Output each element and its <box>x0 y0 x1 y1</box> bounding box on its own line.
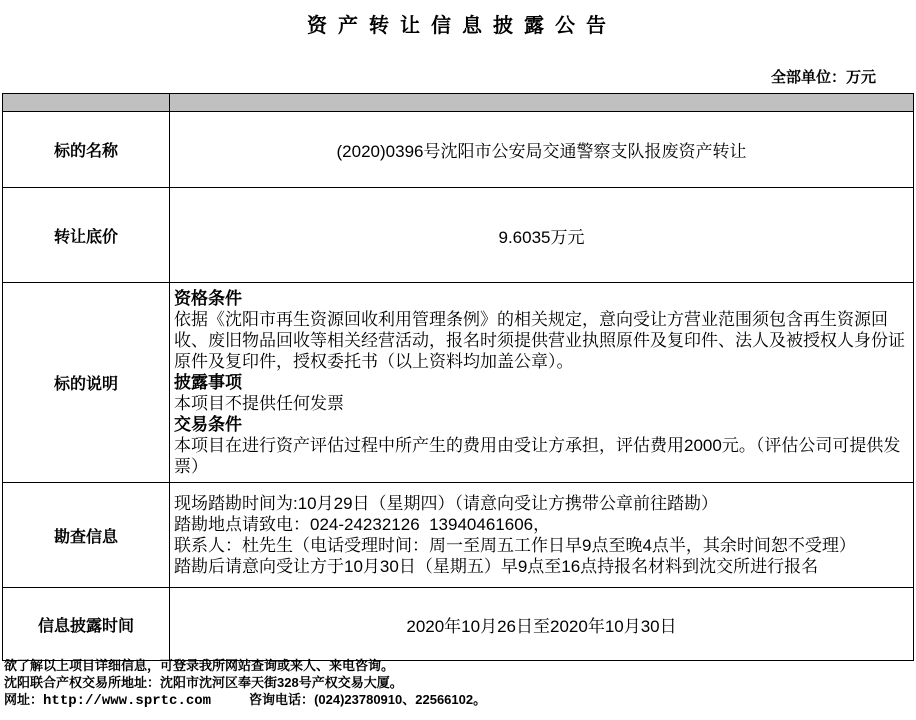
footer-inquiry-line: 欲了解以上项目详细信息，可登录我所网站查询或来人、来电咨询。 <box>4 658 395 673</box>
website-label: 网址： <box>4 692 44 707</box>
page-title: 资 产 转 让 信 息 披 露 公 告 <box>307 15 609 37</box>
table-row <box>3 588 914 661</box>
phone-label: 咨询电话： <box>249 692 315 707</box>
header-cell-label <box>3 94 170 112</box>
survey-info-cell <box>170 483 914 588</box>
trade-conditions-heading: 交易条件 <box>174 415 242 434</box>
footer-contact-line <box>4 691 486 710</box>
subject-name-value: (2020)0396号沈阳市公安局交通警察支队报废资产转让 <box>170 112 914 188</box>
row-label-subject-name: 标的名称 <box>3 112 170 188</box>
disclosure-table <box>2 93 914 661</box>
trade-conditions-body: 本项目在进行资产评估过程中所产生的费用由受让方承担，评估费用2000元。（评估公司可提供发票） <box>174 436 901 476</box>
disclosure-items-body: 本项目不提供任何发票 <box>174 394 344 413</box>
subject-description-cell <box>170 283 914 483</box>
header-cell-value <box>170 94 914 112</box>
survey-time-line: 现场踏勘时间为:10月29日（星期四）（请意向受让方携带公章前往踏勘） <box>174 494 719 513</box>
row-label-subject-description: 标的说明 <box>3 283 170 483</box>
unit-note: 全部单位：万元 <box>770 69 876 86</box>
survey-signup-line: 踏勘后请意向受让方于10月30日（星期五）早9点至16点持报名材料到沈交所进行报名 <box>174 557 819 576</box>
website-url: http://www.sprtc.com <box>43 693 212 709</box>
table-row <box>3 188 914 283</box>
footer-address-line: 沈阳联合产权交易所地址：沈阳市沈河区奉天街328号产权交易大厦。 <box>4 675 403 690</box>
table-header-row <box>3 94 914 112</box>
qualification-body: 依据《沈阳市再生资源回收利用管理条例》的相关规定，意向受让方营业范围须包含再生资源回收、废旧物品回收等相关经营活动，报名时须提供营业执照原件及复印件、法人及被授权人身份证原件及复印件，授权委托书（以上资料均加盖公章）。 <box>174 310 905 371</box>
qualification-heading: 资格条件 <box>174 289 242 308</box>
survey-phone-line: 踏勘地点请致电：024-24232126 13940461606， <box>174 515 551 534</box>
row-label-disclosure-period: 信息披露时间 <box>3 588 170 661</box>
table-row <box>3 112 914 188</box>
table-row <box>3 283 914 483</box>
row-label-survey-info: 勘查信息 <box>3 483 170 588</box>
phone-numbers: (024)23780910、22566102。 <box>314 692 487 707</box>
disclosure-period-value: 2020年10月26日至2020年10月30日 <box>170 588 914 661</box>
survey-contact-line: 联系人：杜先生（电话受理时间：周一至周五工作日早9点至晚4点半，其余时间恕不受理） <box>174 536 856 555</box>
table-row <box>3 483 914 588</box>
disclosure-items-heading: 披露事项 <box>174 373 242 392</box>
row-label-base-price: 转让底价 <box>3 188 170 283</box>
base-price-value: 9.6035万元 <box>170 188 914 283</box>
page-footer <box>4 657 486 710</box>
